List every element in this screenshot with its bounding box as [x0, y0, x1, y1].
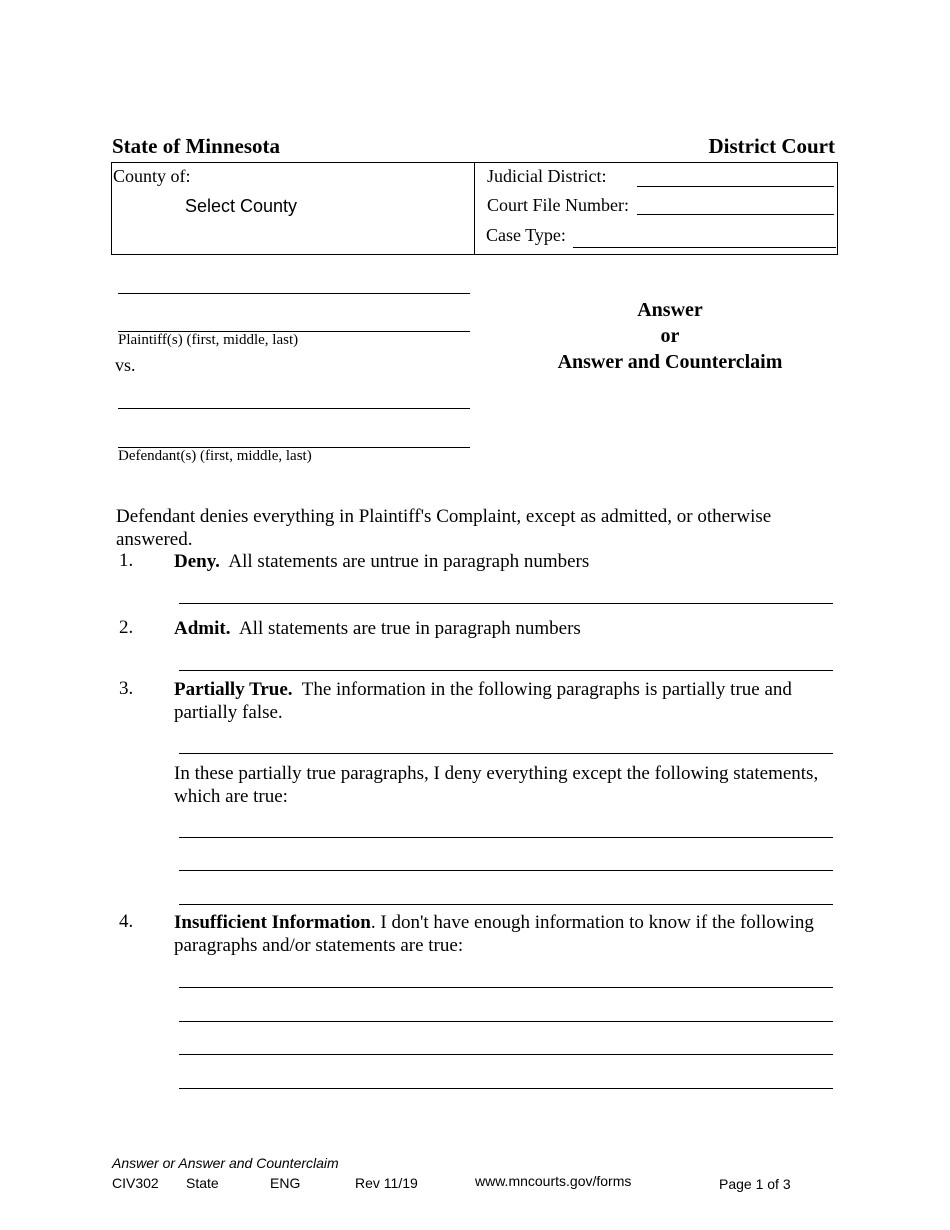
item-number: 1. — [119, 550, 134, 571]
intro-statement: Defendant denies everything in Plaintiff's Complaint, except as admitted, or otherwise answered. — [116, 506, 772, 550]
true-statements-line-2[interactable] — [179, 870, 833, 871]
footer-language: ENG — [270, 1175, 301, 1191]
item-subtext: In these partially true paragraphs, I deny everything except the following statements, which are true: — [174, 763, 819, 807]
county-select[interactable]: Select County — [185, 196, 298, 216]
insufficient-info-line-1[interactable] — [179, 987, 833, 988]
insufficient-info-line-4[interactable] — [179, 1088, 833, 1089]
insufficient-info-line-3[interactable] — [179, 1054, 833, 1055]
item-heading: Admit. — [174, 618, 231, 639]
title-line-3: Answer and Counterclaim — [557, 351, 783, 373]
case-type-field[interactable] — [573, 247, 836, 248]
item-text: All statements are untrue in paragraph numbers — [228, 551, 590, 572]
defendant-label: Defendant(s) (first, middle, last) — [118, 448, 312, 464]
item-insufficient-information — [174, 911, 824, 957]
true-statements-line-1[interactable] — [179, 837, 833, 838]
footer-form-title: Answer or Answer and Counterclaim — [112, 1155, 339, 1171]
court-heading: District Court — [708, 134, 835, 158]
item-text: The information in the following paragraphs is partially true and partially false. — [174, 679, 792, 723]
judicial-district-field[interactable] — [637, 186, 834, 187]
footer-website[interactable]: www.mncourts.gov/forms — [475, 1173, 632, 1189]
insufficient-info-line-2[interactable] — [179, 1021, 833, 1022]
title-line-1: Answer — [637, 299, 703, 321]
item-heading: Deny. — [174, 551, 220, 572]
item-heading: Partially True. — [174, 679, 293, 700]
vs-label: vs. — [115, 355, 136, 375]
item-text: . I don't have enough information to know if the following paragraphs and/or statements are true: — [174, 912, 814, 956]
item-text: All statements are true in paragraph numbers — [238, 618, 581, 639]
plaintiff-line-1[interactable] — [118, 293, 470, 294]
plaintiff-label: Plaintiff(s) (first, middle, last) — [118, 332, 299, 348]
footer-page-number: Page 1 of 3 — [719, 1176, 791, 1192]
caption-divider — [474, 162, 475, 255]
partially-true-answer-line[interactable] — [179, 753, 833, 754]
case-type-label: Case Type: — [486, 225, 566, 245]
court-file-number-label: Court File Number: — [487, 195, 629, 215]
title-line-2: or — [660, 325, 680, 347]
court-file-number-field[interactable] — [637, 214, 834, 215]
county-label: County of: — [113, 166, 191, 186]
footer-jurisdiction: State — [186, 1175, 219, 1191]
state-heading: State of Minnesota — [112, 134, 280, 158]
item-deny — [174, 550, 834, 573]
footer-revision: Rev 11/19 — [355, 1175, 418, 1191]
document-title — [505, 297, 835, 375]
item-number: 2. — [119, 617, 134, 638]
footer-form-code: CIV302 — [112, 1175, 159, 1191]
item-partially-true — [174, 678, 824, 724]
true-statements-line-3[interactable] — [179, 904, 833, 905]
item-number: 3. — [119, 678, 134, 699]
item-number: 4. — [119, 911, 134, 932]
item-heading: Insufficient Information — [174, 912, 371, 933]
judicial-district-label: Judicial District: — [487, 166, 607, 186]
item-admit — [174, 617, 834, 640]
defendant-line-1[interactable] — [118, 408, 470, 409]
deny-answer-line[interactable] — [179, 603, 833, 604]
admit-answer-line[interactable] — [179, 670, 833, 671]
